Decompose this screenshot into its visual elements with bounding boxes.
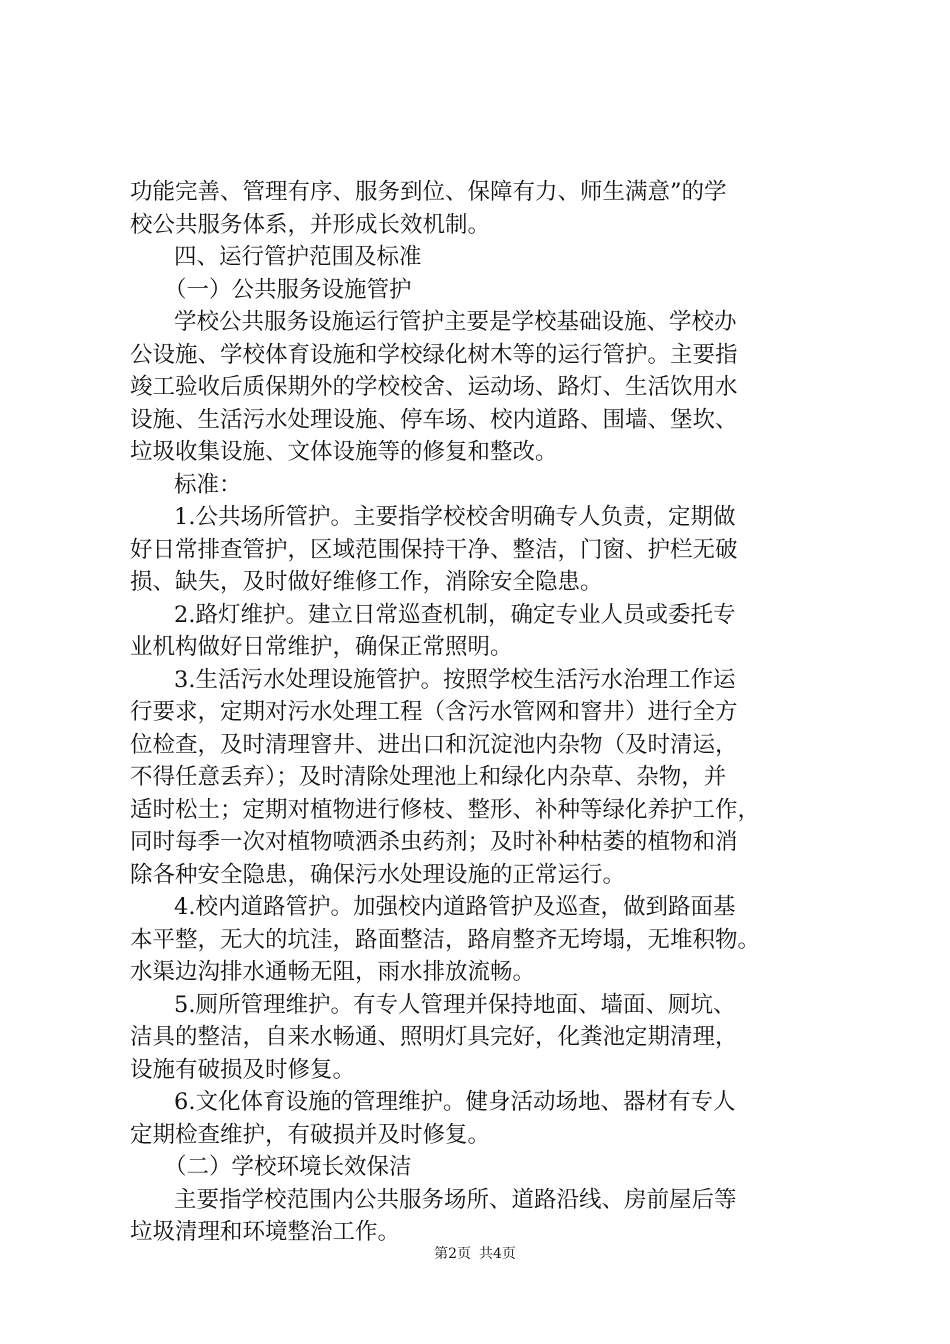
page-total: 共4页 — [479, 1246, 516, 1262]
text-line: 行要求，定期对污水处理工程（含污水管网和窨井）进行全方 — [130, 699, 738, 725]
text-line: 公设施、学校体育设施和学校绿化树木等的运行管护。主要指 — [130, 341, 738, 368]
text-line: 业机构做好日常维护，确保正常照明。 — [130, 634, 513, 660]
text-line: 本平整，无大的坑洼，路面整洁，路肩整齐无垮塌，无堆积物。 — [130, 926, 761, 953]
list-item: 4.校内道路管护。加强校内道路管护及巡查，做到路面基 — [174, 894, 736, 920]
text-line: 不得任意丢弃）；及时清除处理池上和绿化内杂草、杂物，并 — [130, 764, 727, 790]
text-line: 损、缺失，及时做好维修工作，消除安全隐患。 — [130, 569, 603, 595]
text-line: 水渠边沟排水通畅无阻，雨水排放流畅。 — [130, 959, 536, 985]
text-line: 位检查，及时清理窨井、进出口和沉淀池内杂物（及时清运， — [130, 731, 738, 758]
list-item: 5.厕所管理维护。有专人管理并保持地面、墙面、厕坑、 — [174, 991, 736, 1018]
text-line: 校公共服务体系，并形成长效机制。 — [130, 211, 491, 238]
list-item: 6.文化体育设施的管理维护。健身活动场地、器材有专人 — [174, 1089, 736, 1115]
list-item: 2.路灯维护。建立日常巡查机制，确定专业人员或委托专 — [174, 601, 736, 628]
subsection-heading: （一）公共服务设施管护 — [164, 276, 412, 303]
text-line: 除各种安全隐患，确保污水处理设施的正常运行。 — [130, 861, 626, 888]
text-line: 设施、生活污水处理设施、停车场、校内道路、围墙、堡坎、 — [130, 406, 738, 433]
standards-label: 标准： — [174, 471, 242, 498]
text-line: 垃圾收集设施、文体设施等的修复和整改。 — [130, 439, 558, 465]
text-line: 垃圾清理和环境整治工作。 — [130, 1219, 401, 1245]
text-line: 功能完善、管理有序、服务到位、保障有力、师生满意”的学 — [130, 179, 727, 205]
text-line: 学校公共服务设施运行管护主要是学校基础设施、学校办 — [174, 309, 737, 335]
text-line: 定期检查维护，有破损并及时修复。 — [130, 1121, 491, 1148]
text-line: 好日常排查管护，区域范围保持干净、整洁，门窗、护栏无破 — [130, 536, 738, 563]
text-line: 适时松土；定期对植物进行修枝、整形、补种等绿化养护工作， — [130, 796, 761, 823]
list-item: 1.公共场所管护。主要指学校校舍明确专人负责，定期做 — [174, 504, 736, 530]
text-line: 设施有破损及时修复。 — [130, 1056, 356, 1083]
list-item: 3.生活污水处理设施管护。按照学校生活污水治理工作运 — [174, 666, 736, 693]
text-line: 竣工验收后质保期外的学校校舍、运动场、路灯、生活饮用水 — [130, 374, 738, 400]
subsection-heading: （二）学校环境长效保洁 — [164, 1154, 412, 1180]
page-number: 第2页 — [434, 1246, 471, 1262]
page-footer — [0, 1244, 950, 1264]
section-heading: 四、运行管护范围及标准 — [174, 244, 422, 270]
text-line: 洁具的整洁，自来水畅通、照明灯具完好，化粪池定期清理， — [130, 1024, 738, 1050]
text-line: 主要指学校范围内公共服务场所、道路沿线、房前屋后等 — [174, 1186, 737, 1213]
text-line: 同时每季一次对植物喷洒杀虫药剂；及时补种枯萎的植物和消 — [130, 829, 738, 855]
document-body — [130, 176, 835, 1249]
